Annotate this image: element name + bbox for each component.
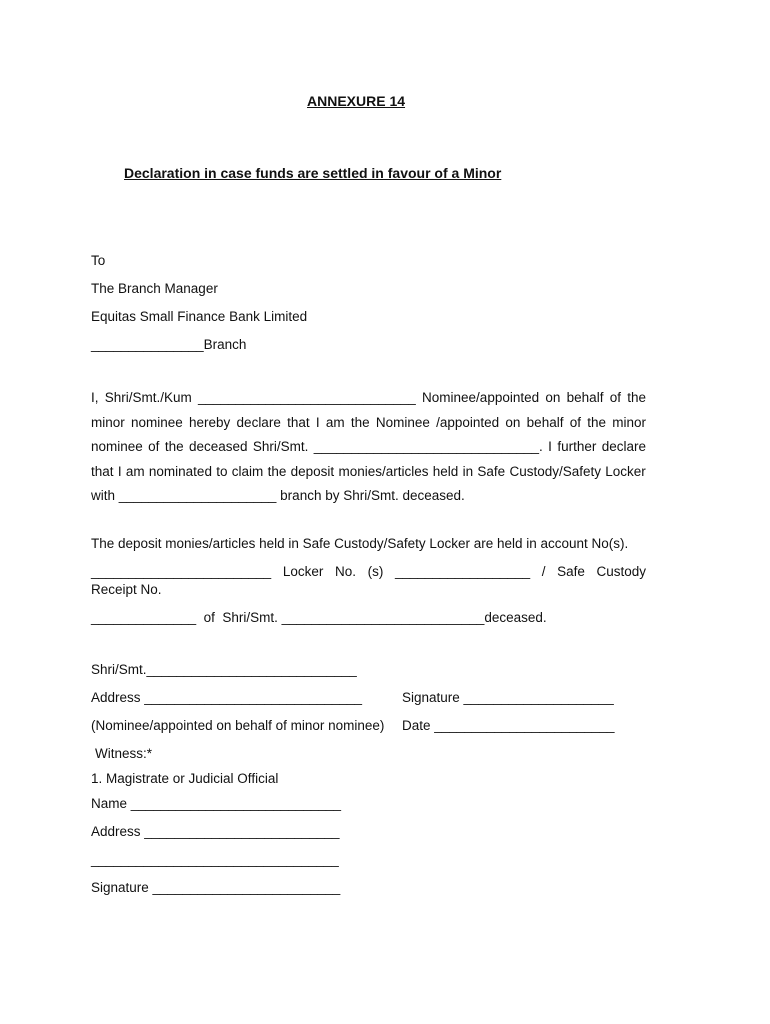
word: in <box>462 463 474 479</box>
word: minor <box>612 414 646 430</box>
custody-word: Custody <box>596 564 646 579</box>
recipient-line: The Branch Manager <box>91 281 218 296</box>
word: declare <box>236 414 281 430</box>
nominee-date-line: Date ________________________ <box>402 718 615 733</box>
account-number-blank: ________________________ <box>91 564 272 579</box>
locker-word: Locker <box>282 564 324 579</box>
word: the <box>350 414 370 430</box>
witness-name-line: Name ____________________________ <box>91 796 341 811</box>
word: to <box>216 463 228 479</box>
word: minor <box>91 414 125 430</box>
word: I <box>548 439 552 454</box>
locker-line <box>91 564 646 579</box>
word: Custody/Safety <box>509 463 601 479</box>
bank-name-line: Equitas Small Finance Bank Limited <box>91 309 308 324</box>
word: nominee <box>91 439 143 454</box>
word: I <box>315 414 320 430</box>
word: nominated <box>148 463 212 479</box>
safe-word: Safe <box>557 564 585 579</box>
declaration-line <box>91 411 646 436</box>
nominee-address-line: Address _____________________________ <box>91 690 363 705</box>
word: Nominee <box>375 414 430 430</box>
word: deposit <box>290 463 335 479</box>
witness-signature-line: Signature _________________________ <box>91 880 341 895</box>
word: Safe <box>477 463 506 479</box>
witness-item: 1. Magistrate or Judicial Official <box>91 771 279 786</box>
deceased-line: ______________ of Shri/Smt. ___________________________deceased. <box>91 610 547 625</box>
no-word: No. <box>334 564 356 579</box>
word: Locker <box>605 463 646 479</box>
word: Shri/Smt. <box>252 439 309 454</box>
word: behalf <box>566 390 604 405</box>
declaration-line <box>91 386 646 411</box>
witness-heading: Witness:* <box>95 746 153 761</box>
word: Nominee/appointed <box>422 390 540 405</box>
word: held <box>432 463 459 479</box>
word: the <box>627 390 646 405</box>
receipt-no-line: Receipt No. <box>91 582 162 597</box>
declaration-paragraph <box>91 386 646 509</box>
word: of <box>569 414 581 430</box>
nominee-name-line: Shri/Smt.____________________________ <box>91 662 357 677</box>
account-statement: The deposit monies/articles held in Safe Custody/Safety Locker are held in account No(s). <box>91 536 629 551</box>
to-label: To <box>91 253 106 268</box>
locker-number-blank: __________________ <box>394 564 531 579</box>
annexure-heading: ANNEXURE 14 <box>307 93 406 109</box>
word: I, <box>91 390 99 405</box>
word: /appointed <box>436 414 500 430</box>
word: declare <box>601 439 646 454</box>
declaration-line <box>91 460 646 485</box>
witness-address-line: Address __________________________ <box>91 824 340 839</box>
word: the <box>587 414 606 430</box>
word: I <box>117 463 122 479</box>
word: the <box>267 463 287 479</box>
word: of <box>148 439 160 454</box>
document-title: Declaration in case funds are settled in favour of a Minor <box>124 165 502 181</box>
word: am <box>125 463 145 479</box>
declaration-line <box>91 435 646 460</box>
word: further <box>557 439 597 454</box>
word: am <box>325 414 345 430</box>
word: that <box>91 463 114 479</box>
word: monies/articles <box>338 463 429 479</box>
word: hereby <box>189 414 231 430</box>
branch-line: _______________Branch <box>91 337 247 352</box>
word: nominee <box>131 414 183 430</box>
nominee-signature-line: Signature ____________________ <box>402 690 614 705</box>
witness-address-continuation: _________________________________ <box>91 852 339 867</box>
word: _____________________________ <box>198 390 416 405</box>
s-word: (s) <box>367 564 384 579</box>
word: the <box>164 439 184 454</box>
slash: / <box>541 564 546 579</box>
declaration-line: with _____________________ branch by Shri/Smt. deceased. <box>91 488 465 503</box>
word: of <box>609 390 621 405</box>
word: that <box>287 414 310 430</box>
word: on <box>505 414 521 430</box>
word: on <box>545 390 561 405</box>
word: ______________________________. <box>313 439 543 454</box>
word: claim <box>231 463 264 479</box>
word: deceased <box>188 439 248 454</box>
word: behalf <box>526 414 564 430</box>
nominee-role-line: (Nominee/appointed on behalf of minor nominee) <box>91 718 385 733</box>
word: Shri/Smt./Kum <box>104 390 192 405</box>
